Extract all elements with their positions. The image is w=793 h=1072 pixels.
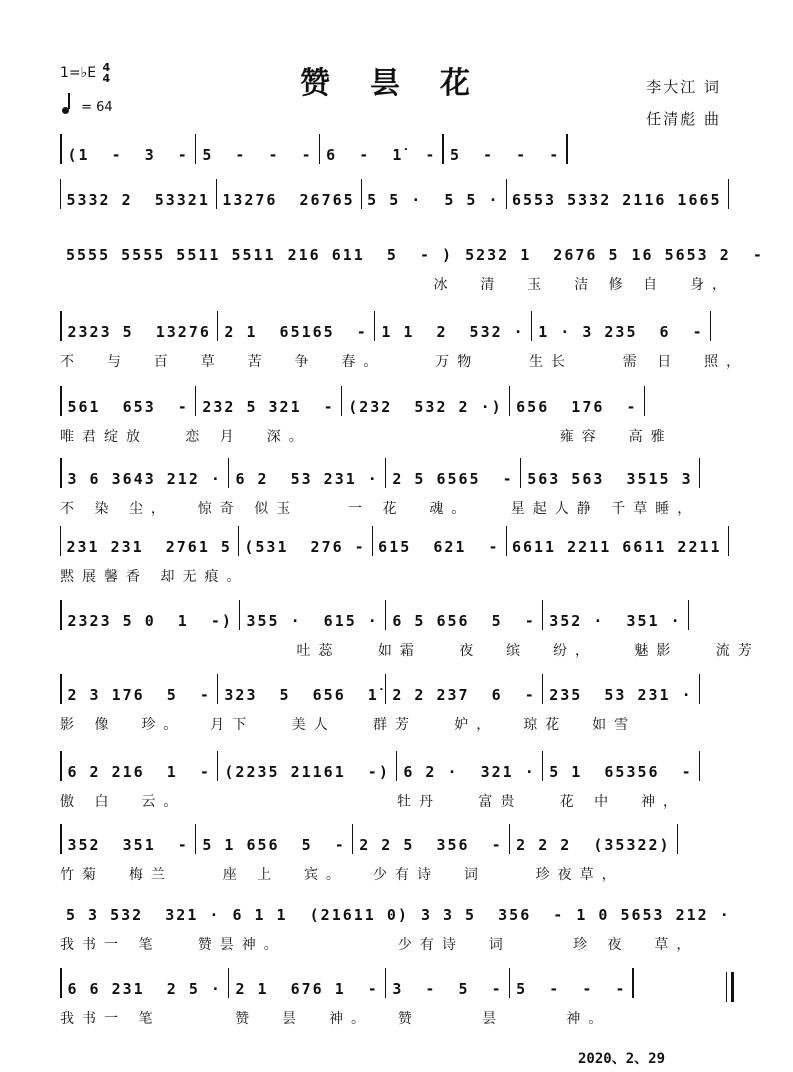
lyrics-line <box>60 219 734 237</box>
score-system <box>60 390 734 444</box>
final-barline <box>726 972 734 1002</box>
barline <box>699 458 701 488</box>
measure: 3 3 5 356 - <box>420 906 565 924</box>
barline <box>542 674 544 704</box>
measure: 6 1 1 (21611 0) <box>232 906 409 924</box>
measure: 13276 26765 <box>222 191 355 209</box>
barline <box>385 674 387 704</box>
barline <box>688 600 690 630</box>
notation-line <box>60 898 734 924</box>
notation-line <box>60 390 734 416</box>
lyricist-credit: 李大江 词 <box>646 78 721 96</box>
measure: 2 1 676 1 - <box>235 980 379 998</box>
barline <box>217 751 219 781</box>
measure: 6 - 1̇ - <box>326 146 437 164</box>
measure: 6 5 656 5 - <box>392 612 536 630</box>
barline <box>60 311 62 341</box>
notation-line <box>60 138 734 164</box>
barline <box>341 386 343 416</box>
lyrics-line: 影 像 珍。 月下 美人 群芳 妒， 琼花 如雪 <box>60 717 637 733</box>
barline <box>60 824 62 854</box>
barline <box>374 311 376 341</box>
barline <box>542 751 544 781</box>
barline <box>385 968 387 998</box>
lyrics-line: 傲 白 云。 牡丹 富贵 花 中 神， <box>60 794 686 810</box>
measure: 235 53 231 · <box>549 686 693 704</box>
barline <box>195 824 197 854</box>
barline <box>644 386 646 416</box>
barline <box>195 386 197 416</box>
measure: 3 - 5 - <box>392 980 503 998</box>
measure: 1 0 5653 212 · <box>576 906 731 924</box>
measure: 2 5 6565 - <box>392 470 514 488</box>
notation-line <box>60 315 734 341</box>
measure: 3 6 3643 212 · <box>67 470 222 488</box>
measure: 5 - - - <box>449 146 561 164</box>
measure: 5 - - - <box>202 146 313 164</box>
barline <box>60 386 62 416</box>
measure: 5 1 65356 - <box>549 763 693 781</box>
score-system <box>60 462 734 516</box>
lyrics-line: 我书一 笔 赞 昙 神。 赞 昙 神。 <box>60 1011 611 1027</box>
barline <box>385 458 387 488</box>
barline <box>566 134 568 164</box>
measure: 6 6 231 2 5 · <box>67 980 222 998</box>
measure: 656 176 - <box>516 398 638 416</box>
measure: 2 2 5 356 - <box>359 836 503 854</box>
measure: 2 3 176 5 - <box>67 686 211 704</box>
time-bottom: 4 <box>102 72 111 85</box>
measure: 352 · 351 · <box>549 612 682 630</box>
notation-line <box>60 530 734 556</box>
lyrics-line: 竹菊 梅兰 座 上 宾。 少有诗 词 珍夜草， <box>60 867 624 883</box>
measure: 2 1 65165 - <box>224 323 368 341</box>
time-top: 4 <box>102 61 111 74</box>
lyrics-line: 不 染 尘， 惊奇 似玉 一 花 魂。 星起人静 千草睡， <box>60 501 700 517</box>
score-system <box>60 530 734 584</box>
measure: 216 611 5 - ) <box>287 246 454 264</box>
lyrics-line: 冰 清 玉 洁 修 自 身， <box>60 277 735 293</box>
composer-credit: 任清彪 曲 <box>646 110 721 128</box>
tempo-marking <box>62 100 113 115</box>
score-system <box>60 315 749 370</box>
score-system <box>60 972 734 1026</box>
measure: 6 2 53 231 · <box>235 470 379 488</box>
measure: 2323 5 0 1 -) <box>67 612 233 630</box>
barline <box>239 600 241 630</box>
measure: 352 351 - <box>67 836 189 854</box>
barline <box>217 674 219 704</box>
measure: 615 621 - <box>378 538 500 556</box>
barline <box>385 600 387 630</box>
measure: 2 2 2 (35322) <box>516 836 671 854</box>
measure: 2323 5 13276 <box>67 323 211 341</box>
barline <box>677 824 679 854</box>
key-label: 1=♭E <box>60 65 97 81</box>
barline <box>520 458 522 488</box>
measure: 5 5 · 5 5 · <box>367 191 500 209</box>
measure: 6553 5332 2116 1665 <box>511 191 722 209</box>
barline <box>509 824 511 854</box>
barline <box>60 674 62 704</box>
barline <box>228 968 230 998</box>
barline <box>699 674 701 704</box>
measure: 231 231 2761 5 <box>66 538 232 556</box>
lyrics-line: 黙展馨香 却无痕。 <box>60 569 249 585</box>
measure: 5555 5555 5511 5511 <box>66 246 276 264</box>
barline <box>699 751 701 781</box>
score-system <box>60 755 734 809</box>
measure: 563 563 3515 3 <box>527 470 693 488</box>
barline <box>509 968 511 998</box>
measure: 6611 2211 6611 2211 <box>511 538 722 556</box>
barline <box>60 458 62 488</box>
notation-line <box>60 604 734 630</box>
measure: (2235 21161 -) <box>224 763 390 781</box>
measure: 5 3 532 321 · <box>66 906 221 924</box>
notation-line <box>60 972 734 998</box>
measure: 5 1 656 5 - <box>202 836 346 854</box>
barline <box>217 311 219 341</box>
song-title: 赞昙花 <box>300 66 510 101</box>
measure: 16 5653 2 - <box>631 246 764 264</box>
key-signature <box>60 62 110 84</box>
measure: 561 653 - <box>67 398 189 416</box>
measure: 1 · 3 235 6 - <box>538 323 704 341</box>
measure: 355 · 615 · <box>246 612 379 630</box>
score-system <box>60 828 734 882</box>
score-system <box>60 678 734 732</box>
barline <box>228 458 230 488</box>
measure: 6 2 · 321 · <box>403 763 536 781</box>
measure: 5332 2 53321 <box>66 191 210 209</box>
barline <box>710 311 712 341</box>
notation-line <box>60 183 734 209</box>
barline <box>319 134 321 164</box>
barline <box>542 600 544 630</box>
barline <box>60 751 62 781</box>
notation-line <box>60 678 734 704</box>
barline <box>531 311 533 341</box>
notation-line <box>60 462 734 488</box>
measure: 1 1 2 532 · <box>381 323 525 341</box>
measure: 2 2 237 6 - <box>392 686 536 704</box>
date-stamp: 2020、2、29 <box>578 1051 666 1067</box>
tempo-value: = 64 <box>81 100 113 115</box>
measure: 6 2 216 1 - <box>67 763 211 781</box>
barline <box>442 134 444 164</box>
notation-line <box>60 755 734 781</box>
score-system <box>60 898 734 952</box>
barline <box>60 134 62 164</box>
barline <box>195 134 197 164</box>
time-signature <box>103 62 111 84</box>
measure: 323 5 656 1̇ <box>224 686 379 704</box>
score-system <box>60 183 734 237</box>
barline <box>352 824 354 854</box>
measure: 5232 1 2676 5 <box>465 246 620 264</box>
score-system <box>60 238 764 293</box>
lyrics-line: 不 与 百 草 苦 争 春。 万物 生长 需 日 照， <box>60 354 749 370</box>
notation-line <box>60 828 734 854</box>
measure: (232 532 2 ·) <box>348 398 503 416</box>
barline <box>509 386 511 416</box>
notation-line <box>60 238 764 264</box>
quarter-note-icon <box>62 107 69 114</box>
barline <box>396 751 398 781</box>
measure: (531 276 - <box>244 538 366 556</box>
barline <box>60 968 62 998</box>
score-system <box>60 604 760 659</box>
measure: 5 - - - <box>516 980 627 998</box>
lyrics-line: 我书一 笔 赞昙神。 少有诗 词 珍 夜 草， <box>60 937 699 953</box>
measure: 232 5 321 - <box>202 398 335 416</box>
barline <box>632 968 634 998</box>
lyrics-line: 吐蕊 如霜 夜 缤 纷， 魅影 流芳 <box>60 643 760 659</box>
measure: (1 - 3 - <box>67 146 189 164</box>
barline <box>60 600 62 630</box>
lyrics-line: 唯君绽放 恋 月 深。 雍容 高雅 <box>60 429 673 445</box>
